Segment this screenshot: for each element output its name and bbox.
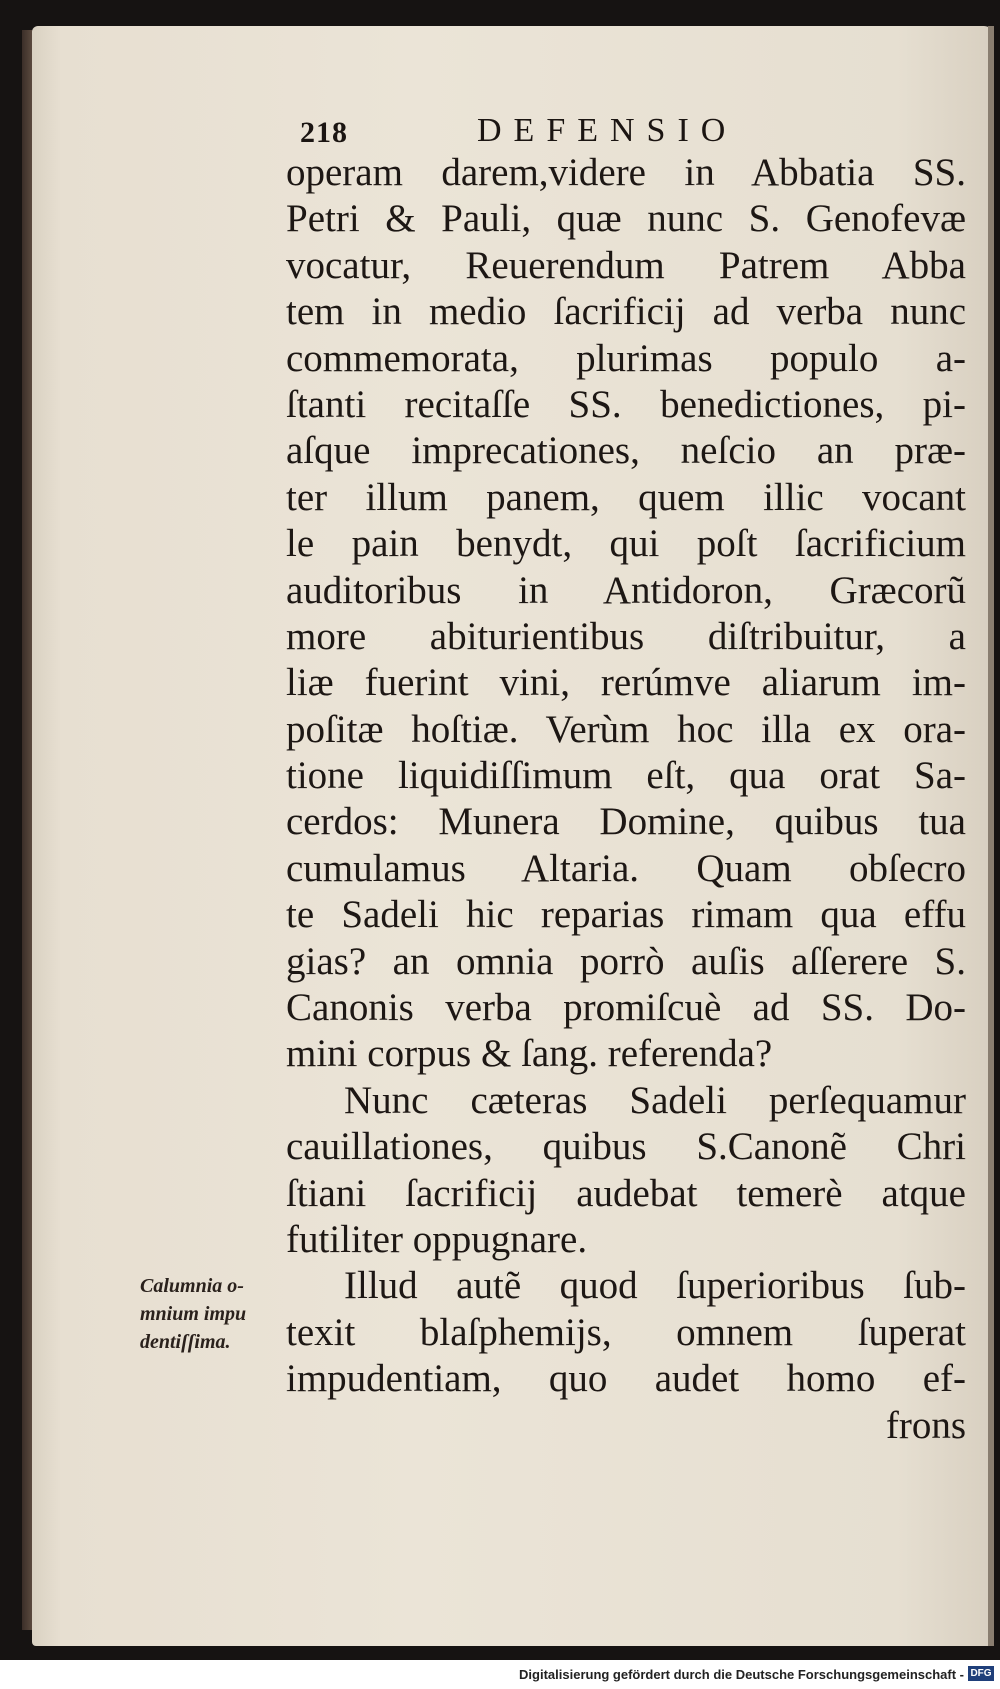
dfg-logo-icon: DFG: [968, 1666, 994, 1681]
text-line: Illud autẽ quod ſuperioribus ſub-: [344, 1264, 966, 1308]
text-line: mini corpus & ſang. referenda?: [286, 1032, 773, 1076]
page-edge: [988, 26, 994, 1646]
text-line: Canonis verba promiſcuè ad SS. Do-: [286, 986, 966, 1030]
text-line: te Sadeli hic reparias rimam qua effu: [286, 893, 966, 937]
text-line: liæ fuerint vini, rerúmve aliarum im-: [286, 661, 966, 705]
text-line: cauillationes, quibus S.Canonẽ Chri: [286, 1125, 966, 1169]
text-line: cumulamus Altaria. Quam obſecro: [286, 846, 966, 890]
marginal-note-line: mnium impu: [140, 1303, 247, 1325]
text-line: cerdos: Munera Domine, quibus tua: [286, 800, 966, 844]
text-line: aſque imprecationes, neſcio an præ-: [286, 429, 966, 473]
text-line: more abiturientibus diſtribuitur, a: [286, 614, 966, 658]
running-title: DEFENSIO: [477, 112, 738, 149]
text-line: texit blaſphemijs, omnem ſuperat: [286, 1310, 966, 1354]
funding-notice: Digitalisierung gefördert durch die Deutsche Forschungsgemeinschaft -: [519, 1667, 964, 1682]
marginal-note-line: dentiſſima.: [140, 1331, 231, 1353]
text-line: vocatur, Reuerendum Patrem Abba: [286, 243, 966, 287]
marginal-note-line: Calumnia o-: [140, 1275, 244, 1297]
text-line: Petri & Pauli, quæ nunc S. Genofevæ: [286, 197, 966, 241]
text-line: impudentiam, quo audet homo ef-: [286, 1357, 966, 1401]
text-line: commemorata, plurimas populo a-: [286, 336, 966, 380]
text-line: tione liquidiſſimum eſt, qua orat Sa-: [286, 754, 966, 798]
text-line: operam darem,videre in Abbatia SS.: [286, 151, 966, 194]
page-number: 218: [300, 116, 348, 149]
text-line: le pain benydt, qui poſt ſacrificium: [286, 522, 966, 566]
text-line: ſtanti recitaſſe SS. benedictiones, pi-: [286, 382, 966, 426]
catchword: frons: [885, 1403, 966, 1447]
text-line: futiliter oppugnare.: [286, 1217, 588, 1261]
running-head: [300, 112, 1000, 152]
marginal-note: [140, 1272, 290, 1356]
text-line: tem in medio ſacrificij ad verba nunc: [286, 290, 966, 334]
text-line: gias? an omnia porrò auſis aſſerere S.: [286, 939, 966, 983]
text-line: poſitæ hoſtiæ. Verùm hoc illa ex ora-: [286, 707, 966, 751]
text-line: ter illum panem, quem illic vocant: [286, 475, 966, 519]
text-line: ſtiani ſacrificij audebat temerè atque: [286, 1171, 966, 1215]
digitization-footer: [0, 1660, 1000, 1689]
body-text: [286, 150, 966, 1449]
text-line: Nunc cæteras Sadeli perſequamur: [344, 1078, 966, 1122]
text-line: auditoribus in Antidoron, Græcorũ: [286, 568, 966, 612]
